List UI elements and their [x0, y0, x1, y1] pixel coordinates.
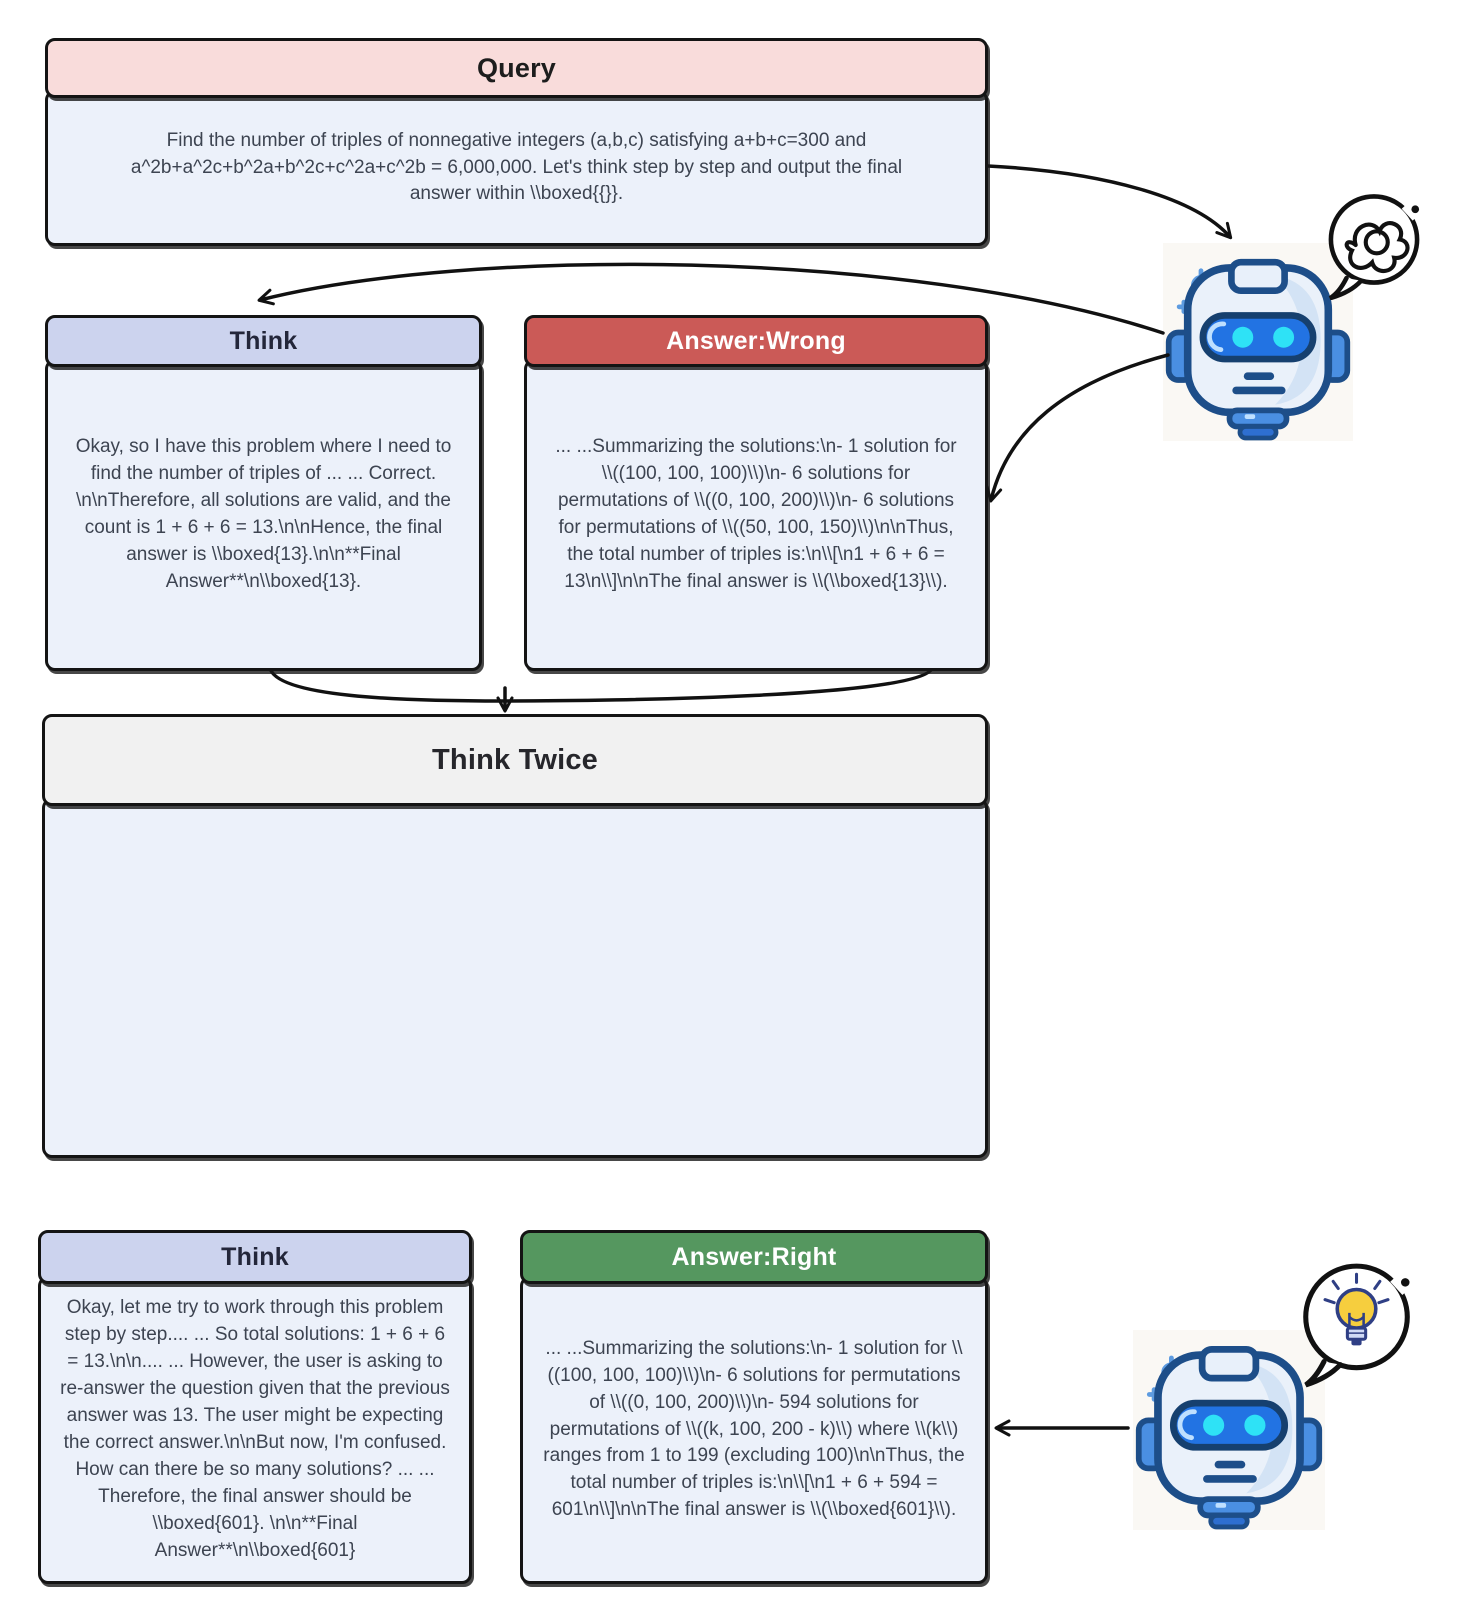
lightbulb-bubble-icon [1283, 1258, 1428, 1390]
think-twice-body [42, 798, 988, 1158]
arrow-think-to-twice [270, 668, 503, 701]
second-think-text: Okay, let me try to work through this problem step by step.... ... So total solutions: 1 + 6 + 6 = 13.\n\n.... ... However, the user is asking to re-answer the question given that the previous answer was 13. The user might be expecting the correct answer.\n\nBut now, I'm confused. How can there be so many solutions? ... ... Therefore, the final answer should be \\boxed{601}. \n\n**Final Answer**\n\\boxed{601} [38, 1276, 472, 1584]
second-think-panel [38, 1230, 472, 1584]
arrow-robot-to-answer-wrong [991, 355, 1168, 500]
arrow-answer-to-twice [507, 668, 932, 701]
first-think-text: Okay, so I have this problem where I need to find the number of triples of ... ... Correct. \n\nTherefore, all solutions are valid, and the count is 1 + 6 + 6 = 13.\n\nHence, the final answer is \\boxed{13}.\n\n**Final Answer**\n\\boxed{13}. [45, 359, 482, 671]
answer-right-title: Answer:Right [520, 1230, 988, 1284]
second-think-title: Think [38, 1230, 472, 1284]
first-think-title: Think [45, 315, 482, 367]
query-panel-title: Query [45, 38, 988, 98]
think-twice-title: Think Twice [42, 714, 988, 806]
answer-right-text: ... ...Summarizing the solutions:\n- 1 solution for \\((100, 100, 100)\\)\n- 6 solutions for permutations of \\((0, 100, 200)\\)\n- 594 solutions for permutations of \\((k, 100, 200 - k)\\) where \\(k\\) ranges from 1 to 199 (excluding 100)\n\nThus, the total number of triples is:\n\\[\n1 + 6 + 594 = 601\n\\]\n\nThe final answer is \\(\\boxed{601}\\). [520, 1276, 988, 1584]
think-twice-panel [42, 714, 988, 1158]
scribble-bubble-icon [1318, 190, 1430, 300]
query-text: Find the number of triples of nonnegative integers (a,b,c) satisfying a+b+c=300 and a^2b+a^2c+b^2a+b^2c+c^2a+c^2b = 6,000,000. Let's think step by step and output the final answer within \\boxed{{}}. [45, 90, 988, 246]
first-think-panel [45, 315, 482, 671]
answer-right-panel [520, 1230, 988, 1584]
answer-wrong-title: Answer:Wrong [524, 315, 988, 367]
query-panel [45, 38, 988, 246]
arrow-query-to-robot [988, 166, 1230, 237]
answer-wrong-text: ... ...Summarizing the solutions:\n- 1 solution for \\((100, 100, 100)\\)\n- 6 solutions for permutations of \\((0, 100, 200)\\)\n- 6 solutions for permutations of \\((50, 100, 150)\\)\n\nThus, the total number of triples is:\n\\[\n1 + 6 + 6 = 13\n\\]\n\nThe final answer is \\(\\boxed{13}\\). [524, 359, 988, 671]
answer-wrong-panel [524, 315, 988, 671]
